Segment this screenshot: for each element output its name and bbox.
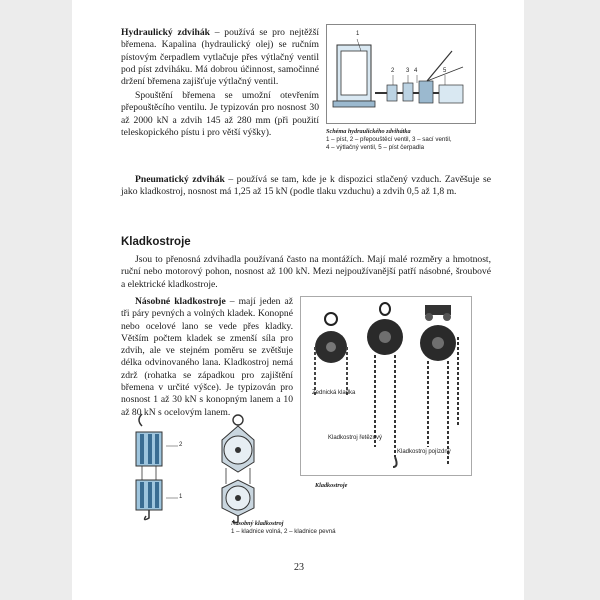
hoists-photo [301, 297, 469, 473]
hoists-caption [315, 482, 347, 490]
hydraulic-paragraph-2: Spouštění břemena se umožní otevřením přepouštěcího ventilu. Je typizován pro nosnost 30 až 2000 kN a zdvih 145 až 280 mm (při použití teleskopického pístu i pro větší výšky). [121, 90, 319, 138]
pulley-caption-line: 1 – kladnice volná, 2 – kladnice pevná [231, 528, 336, 535]
pulley-caption-title: Násobný kladkostroj [231, 520, 284, 527]
hydraulic-paragraph [121, 27, 319, 88]
hydraulic-label-1: 1 [356, 31, 360, 37]
pulley-caption [231, 520, 336, 536]
page-number: 23 [294, 562, 304, 573]
hydraulic-label-3: 3 [406, 68, 410, 74]
hydraulic-text: – používá se pro nejtěžší břemena. Kapalina (hydraulický olej) se ručním pístovým čerpadlem vytlačuje přes výtlačný ventil pod píst zdviháku. Má dobrou účinnost, samočinné držení břemena zajišťuje výtlačný ventil. [121, 27, 319, 88]
hydraulic-label-4: 4 [414, 68, 418, 74]
hydraulic-caption-title: Schéma hydraulického zdvihátka [326, 128, 411, 135]
hydraulic-label-5: 5 [443, 68, 447, 74]
hydraulic-jack-diagram [327, 25, 473, 121]
section-heading: Kladkostroje [121, 236, 191, 248]
multiple-pulley-text: – mají jeden až tři páry pevných a volných kladek. Konopné nebo ocelové lano se vede přes kladky. Větším počtem kladek se zmenší síla pro zdvih, ale ve stejném poměru se zvětšuje délka odvinovaného lana. Kladkostroj nemá zdrž (rohatka se západkou pro zajištění břemena v určité výšce). Je typizován pro nosnost 1 až 30 kN s konopným lanem a 10 až 80 kN s ocelovým lanem. [121, 296, 293, 418]
hydraulic-caption-line2: 4 – výtlačný ventil, 5 – píst čerpadla [326, 144, 425, 151]
hydraulic-label-2: 2 [391, 68, 395, 74]
multiple-pulley-diagram [122, 410, 292, 524]
pneumatic-title: Pneumatický zdvihák [135, 174, 225, 185]
document-page [72, 0, 524, 600]
multiple-pulley-paragraph [121, 296, 293, 419]
label-kladkostroj-retezovy: Kladkostroj řetězový [328, 435, 383, 441]
hydraulic-caption [326, 128, 476, 152]
pneumatic-paragraph [121, 174, 491, 199]
hydraulic-caption-line1: 1 – píst, 2 – přepouštěcí ventil, 3 – sací ventil, [326, 136, 452, 143]
hydraulic-title: Hydraulický zdvihák [121, 27, 210, 38]
label-zednicka-kladka: Zednická kladka [312, 390, 356, 396]
multiple-pulley-title: Násobné kladkostroje [135, 296, 226, 307]
pulley-label-2: 2 [179, 442, 183, 448]
pneumatic-text: – používá se tam, kde je k dispozici stlačený vzduch. Zavěšuje se jako kladkostroj, nosnost má 1,25 až 15 kN (podle tlaku vzduchu) a zdvih 0,5 až 1,8 m. [121, 174, 491, 198]
pulley-label-1: 1 [179, 494, 183, 500]
intro-paragraph: Jsou to přenosná zdvihadla používaná často na montážích. Mají malé rozměry a hmotnost, ruční nebo motorový pohon, nosnost až 100 kN. Mezi nejpoužívanější patří násobné, šroubové a elektrické kladkostroje. [121, 254, 491, 290]
label-kladkostroj-pojizdny: Kladkostroj pojízdný [397, 449, 451, 455]
hoists-caption-title: Kladkostroje [315, 482, 348, 489]
